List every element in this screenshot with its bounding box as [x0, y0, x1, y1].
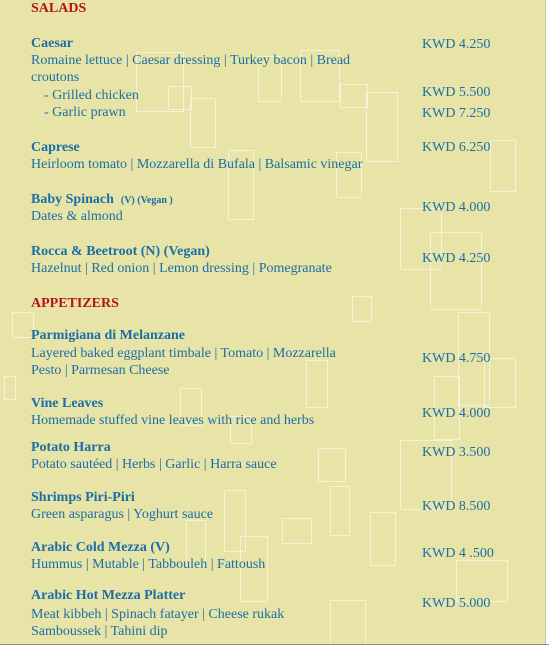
item-desc-rocca-beetroot: Hazelnut | Red onion | Lemon dressing | Pomegranate — [31, 261, 332, 276]
item-price-potato-harra: KWD 3.500 — [422, 445, 491, 460]
item-name-potato-harra: Potato Harra — [31, 440, 111, 455]
item-desc-caesar-1: Romaine lettuce | Caesar dressing | Turkey bacon | Bread — [31, 53, 351, 68]
item-price-caprese: KWD 6.250 — [422, 140, 491, 155]
dietary-tag: (V) (Vegan ) — [120, 195, 173, 206]
item-price-shrimps-piri-piri: KWD 8.500 — [422, 499, 491, 514]
item-name-parmigiana: Parmigiana di Melanzane — [31, 328, 185, 343]
item-price-rocca-beetroot: KWD 4.250 — [422, 251, 491, 266]
item-desc-caesar-2: croutons — [31, 70, 80, 85]
item-desc-parmigiana-2: Pesto | Parmesan Cheese — [31, 363, 170, 378]
item-desc-arabic-hot-mezza-2: Samboussek | Tahini dip — [31, 624, 168, 639]
item-option-price-grilled-chicken: KWD 5.500 — [422, 85, 491, 100]
item-price-arabic-hot-mezza: KWD 5.000 — [422, 596, 491, 611]
item-price-arabic-cold-mezza: KWD 4 .500 — [422, 546, 494, 561]
item-desc-parmigiana-1: Layered baked eggplant timbale | Tomato | Mozzarella — [31, 346, 336, 361]
item-name-caprese: Caprese — [31, 140, 80, 155]
item-name-vine-leaves: Vine Leaves — [31, 396, 104, 411]
item-desc-potato-harra: Potato sautéed | Herbs | Garlic | Harra sauce — [31, 457, 277, 472]
section-heading-salads: SALADS — [31, 1, 87, 16]
item-option-price-garlic-prawn: KWD 7.250 — [422, 106, 491, 121]
item-desc-arabic-cold-mezza: Hummus | Mutable | Tabbouleh | Fattoush — [31, 557, 266, 572]
item-option-grilled-chicken: - Grilled chicken — [44, 88, 139, 103]
page-bottom-border — [0, 644, 549, 645]
item-name-caesar: Caesar — [31, 36, 73, 51]
item-name-rocca-beetroot: Rocca & Beetroot (N) (Vegan) — [31, 244, 210, 259]
item-desc-arabic-hot-mezza-1: Meat kibbeh | Spinach fatayer | Cheese rukak — [31, 607, 285, 622]
item-option-garlic-prawn: - Garlic prawn — [44, 105, 126, 120]
item-price-vine-leaves: KWD 4.000 — [422, 406, 491, 421]
item-desc-caprese: Heirloom tomato | Mozzarella di Bufala | Balsamic vinegar — [31, 157, 363, 172]
item-name-arabic-cold-mezza: Arabic Cold Mezza (V) — [31, 540, 170, 555]
item-name-baby-spinach: Baby Spinach (V) (Vegan ) — [31, 192, 173, 207]
item-desc-vine-leaves: Homemade stuffed vine leaves with rice and herbs — [31, 413, 315, 428]
item-price-parmigiana: KWD 4.750 — [422, 351, 491, 366]
section-heading-appetizers: APPETIZERS — [31, 296, 119, 311]
item-price-caesar: KWD 4.250 — [422, 37, 491, 52]
item-desc-baby-spinach: Dates & almond — [31, 209, 123, 224]
item-name-arabic-hot-mezza: Arabic Hot Mezza Platter — [31, 588, 186, 603]
item-price-baby-spinach: KWD 4.000 — [422, 200, 491, 215]
item-name-shrimps-piri-piri: Shrimps Piri-Piri — [31, 490, 135, 505]
page-edge — [545, 0, 546, 644]
item-desc-shrimps-piri-piri: Green asparagus | Yoghurt sauce — [31, 507, 214, 522]
